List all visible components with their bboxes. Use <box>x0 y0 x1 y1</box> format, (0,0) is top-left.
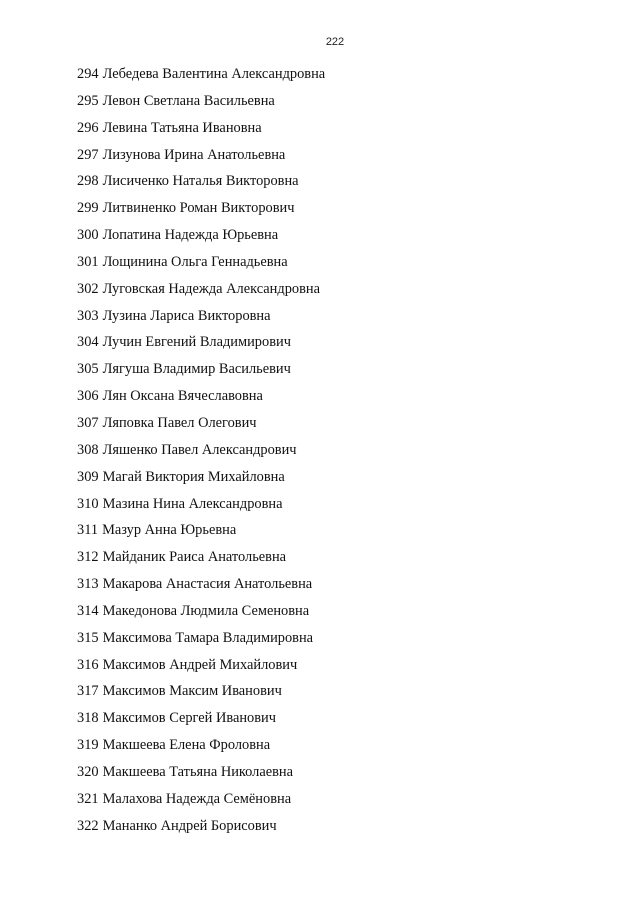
entry-name: Максимов Сергей Иванович <box>102 710 276 727</box>
entry-number: 317 <box>77 683 99 700</box>
list-item <box>77 386 325 413</box>
list-item <box>77 225 325 252</box>
entry-name: Мананко Андрей Борисович <box>102 817 277 834</box>
entry-name: Лучин Евгений Владимирович <box>102 334 291 351</box>
list-item <box>77 708 325 735</box>
list-item <box>77 306 325 333</box>
list-item <box>77 279 325 306</box>
entry-number: 308 <box>77 441 99 458</box>
entry-number: 309 <box>77 468 99 485</box>
entry-number: 320 <box>77 763 99 780</box>
entry-name: Макшеева Елена Фроловна <box>102 737 271 754</box>
entry-number: 312 <box>77 549 99 566</box>
entry-name: Максимова Тамара Владимировна <box>102 629 314 646</box>
entry-name: Лебедева Валентина Александровна <box>102 66 326 82</box>
list-item <box>77 413 325 440</box>
entry-name: Магай Виктория Михайловна <box>102 468 285 485</box>
entry-number: 318 <box>77 710 99 727</box>
entry-number: 299 <box>77 200 99 217</box>
entry-number: 311 <box>77 522 99 539</box>
entry-number: 321 <box>77 790 99 807</box>
entry-number: 306 <box>77 388 99 405</box>
entry-number: 297 <box>77 146 99 163</box>
list-item <box>77 171 325 198</box>
entry-name: Ляповка Павел Олегович <box>102 414 257 431</box>
entry-name: Малахова Надежда Семёновна <box>102 790 292 807</box>
entry-number: 303 <box>77 307 99 324</box>
entry-name: Макарова Анастасия Анатольевна <box>102 576 313 593</box>
entry-name: Макшеева Татьяна Николаевна <box>102 763 294 780</box>
entry-number: 315 <box>77 629 99 646</box>
list-item <box>77 198 325 225</box>
entry-number: 314 <box>77 602 99 619</box>
list-item <box>77 332 325 359</box>
entry-name: Лисиченко Наталья Викторовна <box>102 173 299 190</box>
name-list <box>77 64 325 842</box>
entry-number: 295 <box>77 92 99 109</box>
entry-name: Левина Татьяна Ивановна <box>102 119 262 136</box>
entry-name: Лопатина Надежда Юрьевна <box>102 227 279 244</box>
entry-number: 316 <box>77 656 99 673</box>
entry-number: 305 <box>77 361 99 378</box>
entry-number: 322 <box>77 817 99 834</box>
entry-number: 298 <box>77 173 99 190</box>
list-item <box>77 574 325 601</box>
list-item <box>77 64 325 91</box>
entry-name: Мазур Анна Юрьевна <box>102 522 237 539</box>
list-item <box>77 762 325 789</box>
entry-name: Максимов Максим Иванович <box>102 683 282 700</box>
entry-number: 296 <box>77 119 99 136</box>
entry-name: Максимов Андрей Михайлович <box>102 656 298 673</box>
entry-number: 300 <box>77 227 99 244</box>
list-item <box>77 494 325 521</box>
list-item <box>77 681 325 708</box>
list-item <box>77 440 325 467</box>
list-item <box>77 252 325 279</box>
entry-name: Майданик Раиса Анатольевна <box>102 549 287 566</box>
entry-number: 304 <box>77 334 99 351</box>
list-item <box>77 628 325 655</box>
list-item <box>77 789 325 816</box>
entry-name: Литвиненко Роман Викторович <box>102 200 295 217</box>
entry-name: Лягуша Владимир Васильевич <box>102 361 291 378</box>
list-item <box>77 118 325 145</box>
entry-name: Ляшенко Павел Александрович <box>102 441 297 458</box>
entry-number: 301 <box>77 253 99 270</box>
entry-number: 302 <box>77 280 99 297</box>
page-number: 222 <box>325 36 345 48</box>
list-item <box>77 467 325 494</box>
list-item <box>77 735 325 762</box>
list-item <box>77 520 325 547</box>
entry-number: 294 <box>77 66 99 82</box>
list-item <box>77 91 325 118</box>
entry-name: Лузина Лариса Викторовна <box>102 307 271 324</box>
list-item <box>77 547 325 574</box>
list-item <box>77 601 325 628</box>
list-item <box>77 655 325 682</box>
entry-number: 307 <box>77 414 99 431</box>
entry-name: Македонова Людмила Семеновна <box>102 602 310 619</box>
entry-name: Луговская Надежда Александровна <box>102 280 320 297</box>
list-item <box>77 145 325 172</box>
entry-number: 319 <box>77 737 99 754</box>
entry-name: Левон Светлана Васильевна <box>102 92 275 109</box>
entry-number: 310 <box>77 495 99 512</box>
entry-name: Мазина Нина Александровна <box>102 495 283 512</box>
entry-number: 313 <box>77 576 99 593</box>
entry-name: Лизунова Ирина Анатольевна <box>102 146 286 163</box>
entry-name: Лощинина Ольга Геннадьевна <box>102 253 288 270</box>
entry-name: Лян Оксана Вячеславовна <box>102 388 263 405</box>
list-item <box>77 359 325 386</box>
list-item <box>77 816 325 843</box>
